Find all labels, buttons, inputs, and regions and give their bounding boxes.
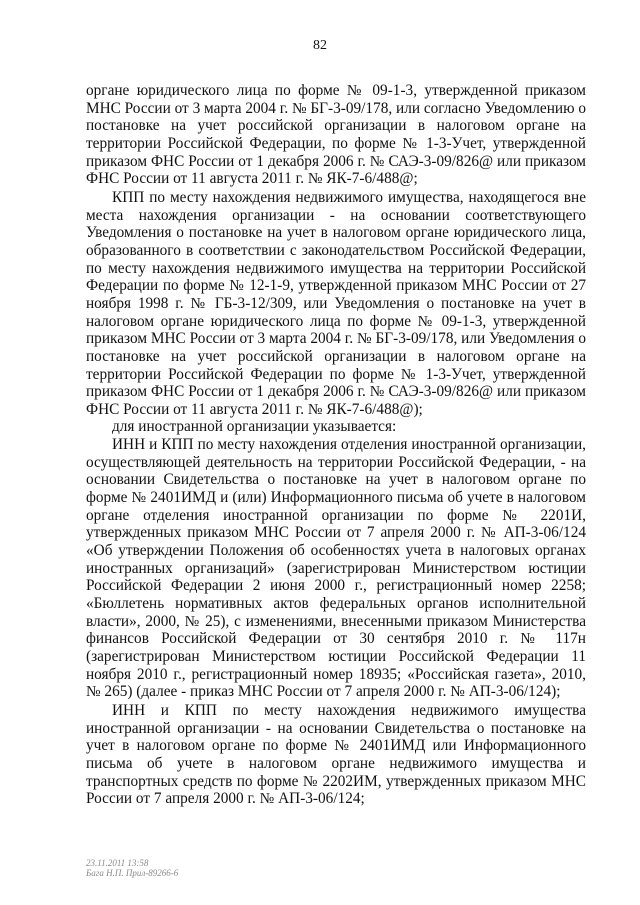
paragraph-foreign-org-intro: для иностранной организации указывается:: [112, 418, 397, 436]
paragraph-inn-kpp-real-estate: ИНН и КПП по месту нахождения недвижимого имущества иностранной организации - на основании Свидетельства о постановке на учет в налоговом органе по форме № 2401ИМД или Информационного письма об учете в налоговом органе недвижимого имущества и транспортных средств по форме № 2202ИМ, утвержденных приказом МНС России от 7 апреля 2000 г. № АП-3-06/124;: [86, 701, 586, 808]
document-body: [86, 82, 586, 808]
page-number: 82: [313, 38, 327, 53]
paragraph-continuation: органе юридического лица по форме № 09-1-3, утвержденной приказом МНС России от 3 марта 2004 г. № БГ-3-09/178, или согласно Уведомлению о постановке на учет российской организации в налоговом органе на территории Российской Федерации, по форме № 1-3-Учет, утвержденной приказом ФНС России от 1 декабря 2006 г. № САЭ-3-09/826@ или приказом ФНС России от 11 августа 2011 г. № ЯК-7-6/488@;: [86, 82, 586, 188]
paragraph-inn-kpp-branch: ИНН и КПП по месту нахождения отделения иностранной организации, осуществляющей деятельность на территории Российской Федерации, - на основании Свидетельства о постановке на учет в налоговом органе по форме № 2401ИМД и (или) Информационного письма об учете в налоговом органе отделения иностранной организации по форме № 2201И, утвержденных приказом МНС России от 7 апреля 2000 г. № АП-3-06/124 «Об утверждении Положения об особенностях учета в налоговых органах иностранных организаций» (зарегистрирован Министерством юстиции Российской Федерации 2 июня 2000 г., регистрационный номер 2258; «Бюллетень нормативных актов федеральных органов исполнительной власти», 2000, № 25), с изменениями, внесенными приказом Министерства финансов Российской Федерации от 30 сентября 2010 г. № 117н (зарегистрирован Министерством юстиции Российской Федерации 11 ноября 2010 г., регистрационный номер 18935; «Российская газета», 2010, № 265) (далее - приказ МНС России от 7 апреля 2000 г. № АП-3-06/124);: [86, 436, 586, 701]
footer-document-ref: Бага Н.П. Прил-89266-6: [86, 868, 179, 878]
footer-timestamp: 23.11.2011 13:58: [86, 858, 149, 868]
print-footer: [86, 858, 178, 878]
paragraph-kpp-real-estate: КПП по месту нахождения недвижимого имущества, находящегося вне места нахождения организации - на основании соответствующего Уведомления о постановке на учет в налоговом органе юридического лица, образованного в соответствии с законодательством Российской Федерации, по месту нахождения недвижимого имущества на территории Российской Федерации по форме № 12-1-9, утвержденной приказом МНС России от 27 ноября 1998 г. № ГБ-3-12/309, или Уведомления о постановке на учет в налоговом органе юридического лица по форме № 09-1-3, утвержденной приказом МНС России от 3 марта 2004 г. № БГ-3-09/178, или Уведомления о постановке на учет российской организации в налоговом органе на территории Российской Федерации по форме № 1-3-Учет, утвержденной приказом ФНС России от 1 декабря 2006 г. № САЭ-3-09/826@ или приказом ФНС России от 11 августа 2011 г. № ЯК-7-6/488@);: [86, 188, 586, 418]
